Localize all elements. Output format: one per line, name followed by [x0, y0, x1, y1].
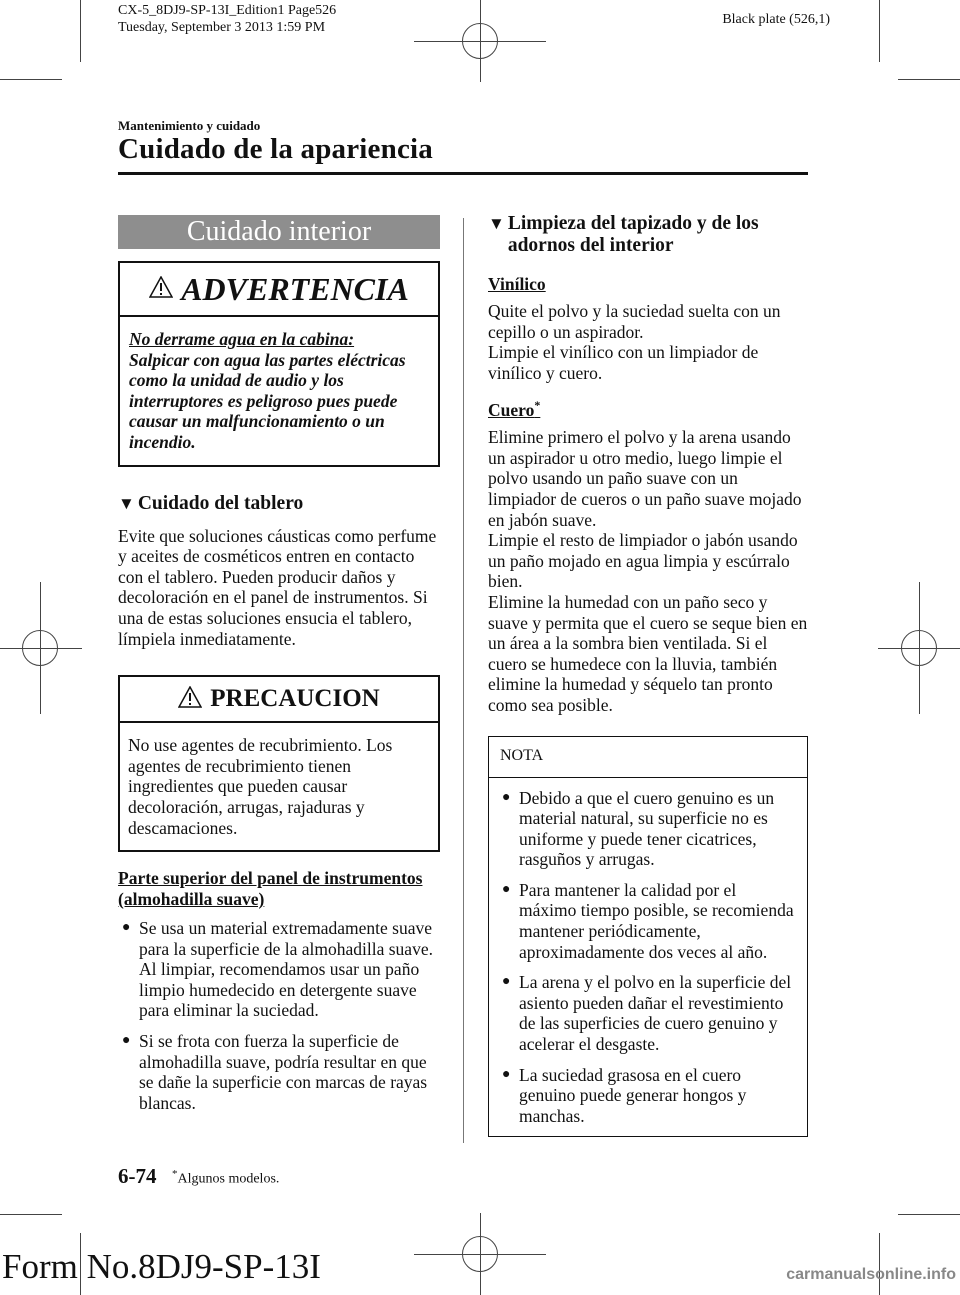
footnote	[172, 1168, 279, 1188]
note-list	[498, 788, 797, 1127]
warning-title: ADVERTENCIA	[181, 270, 409, 307]
caution-box	[118, 675, 440, 852]
warning-lead: No derrame agua en la cabina:	[129, 329, 355, 349]
list-item: ● Para mantener la calidad por el máximo tiempo posible, se recomienda mantener periódicamente, aproximadamente dos veces al año.	[502, 879, 794, 962]
warning-header	[120, 263, 438, 317]
leather-text-3: Elimine la humedad con un paño seco y suave y permita que el cuero se seque bien en un área a la sombra bien ventilada. Si el cuero se humedece con la lluvia, también elimine la humedad y séquelo tan pronto como sea posible.	[488, 591, 808, 715]
warning-text: Salpicar con agua las partes eléctricas como la unidad de audio y los interruptores es peligroso pues puede causar un malfuncionamiento o un incendio.	[129, 349, 406, 452]
note-box	[488, 736, 808, 1138]
list-item: ● Se usa un material extremadamente suave para la superficie de la almohadilla suave. Al limpiar, recomendamos usar un paño limpio humedecido en detergente suave para eliminar la suciedad.	[122, 918, 433, 1021]
column-divider	[463, 218, 464, 1143]
list-item: ● La arena y el polvo en la superficie del asiento pueden dañar el revestimiento de las superficies de cuero genuino y acelerar el desgaste.	[502, 972, 792, 1055]
caution-header	[120, 677, 438, 723]
caution-title: PRECAUCION	[210, 685, 380, 713]
upper-panel-heading: Parte superior del panel de instrumentos (almohadilla suave)	[118, 868, 423, 910]
dashboard-heading	[118, 493, 440, 515]
list-item: ● La suciedad grasosa en el cuero genuino puede generar hongos y manchas.	[502, 1064, 747, 1126]
upholstery-heading	[488, 213, 808, 257]
section-marker-icon: ▼	[118, 493, 135, 513]
vinyl-text-1: Quite el polvo y la suciedad suelta con un cepillo o un aspirador.	[488, 301, 781, 342]
vinyl-text-2: Limpie el vinílico con un limpiador de vinílico y cuero.	[488, 342, 759, 383]
section-marker-icon: ▼	[488, 214, 505, 233]
edition-line: CX-5_8DJ9-SP-13I_Edition1 Page526	[118, 3, 337, 18]
warning-body	[120, 317, 438, 465]
right-column	[488, 213, 808, 1137]
watermark: carmanualsonline.info	[786, 1266, 956, 1283]
leather-text-2: Limpie el resto de limpiador o jabón usando un paño mojado en agua limpia y escúrralo bien.	[488, 530, 798, 592]
footnote-mark: *	[172, 1168, 178, 1180]
note-title: NOTA	[489, 737, 807, 778]
section-label: Mantenimiento y cuidado	[118, 118, 261, 133]
warning-triangle-icon	[149, 276, 173, 303]
list-item: ● Si se frota con fuerza la superficie de almohadilla suave, podría resultar en que se dañe la superficie con marcas de rayas blancas.	[122, 1031, 428, 1113]
form-number: Form No.8DJ9-SP-13I	[2, 1247, 321, 1286]
dashboard-heading-text: Cuidado del tablero	[137, 492, 304, 514]
page-number: 6-74	[118, 1164, 157, 1188]
list-item: ● Debido a que el cuero genuino es un material natural, su superficie no es uniforme y puede tener cicatrices, rasguños y arrugas.	[502, 787, 775, 870]
caution-triangle-icon	[178, 686, 202, 713]
upholstery-heading-text: Limpieza del tapizado y de los adornos del interior	[507, 213, 759, 256]
section-banner: Cuidado interior	[118, 215, 440, 249]
vinyl-heading: Vinílico	[488, 274, 546, 294]
date-line: Tuesday, September 3 2013 1:59 PM	[118, 20, 326, 35]
bullet-icon: ●	[502, 1066, 511, 1082]
print-metadata	[118, 2, 336, 36]
optional-equipment-mark: *	[534, 398, 541, 413]
plate-label: Black plate (526,1)	[722, 12, 830, 27]
bullet-icon: ●	[502, 974, 511, 990]
caution-text: No use agentes de recubrimiento. Los agentes de recubrimiento tienen ingredientes que pueden causar decoloración, arrugas, rajaduras y descamaciones.	[128, 735, 393, 838]
title-rule	[118, 172, 808, 175]
dashboard-text: Evite que soluciones cáusticas como perfume y aceites de cosméticos entren en contacto con el tablero. Pueden producir daños y decoloración en el panel de instrumentos. Si una de estas soluciones ensucia el tablero, límpiela inmediatamente.	[118, 525, 437, 649]
bullet-icon: ●	[502, 789, 511, 805]
upper-panel-list	[118, 918, 440, 1113]
bullet-icon: ●	[502, 881, 511, 897]
footnote-text: Algunos modelos.	[177, 1171, 280, 1187]
warning-box	[118, 261, 440, 467]
leather-text-1: Elimine primero el polvo y la arena usando un aspirador u otro medio, luego limpie el polvo usando un paño suave con un limpiador de cueros o un paño suave mojado en jabón suave.	[488, 427, 802, 530]
page-title: Cuidado de la apariencia	[118, 133, 433, 165]
leather-heading: Cuero*	[488, 398, 541, 421]
bullet-icon: ●	[122, 920, 131, 936]
bullet-icon: ●	[122, 1033, 131, 1049]
note-body	[489, 778, 807, 1137]
left-column	[118, 215, 440, 1113]
